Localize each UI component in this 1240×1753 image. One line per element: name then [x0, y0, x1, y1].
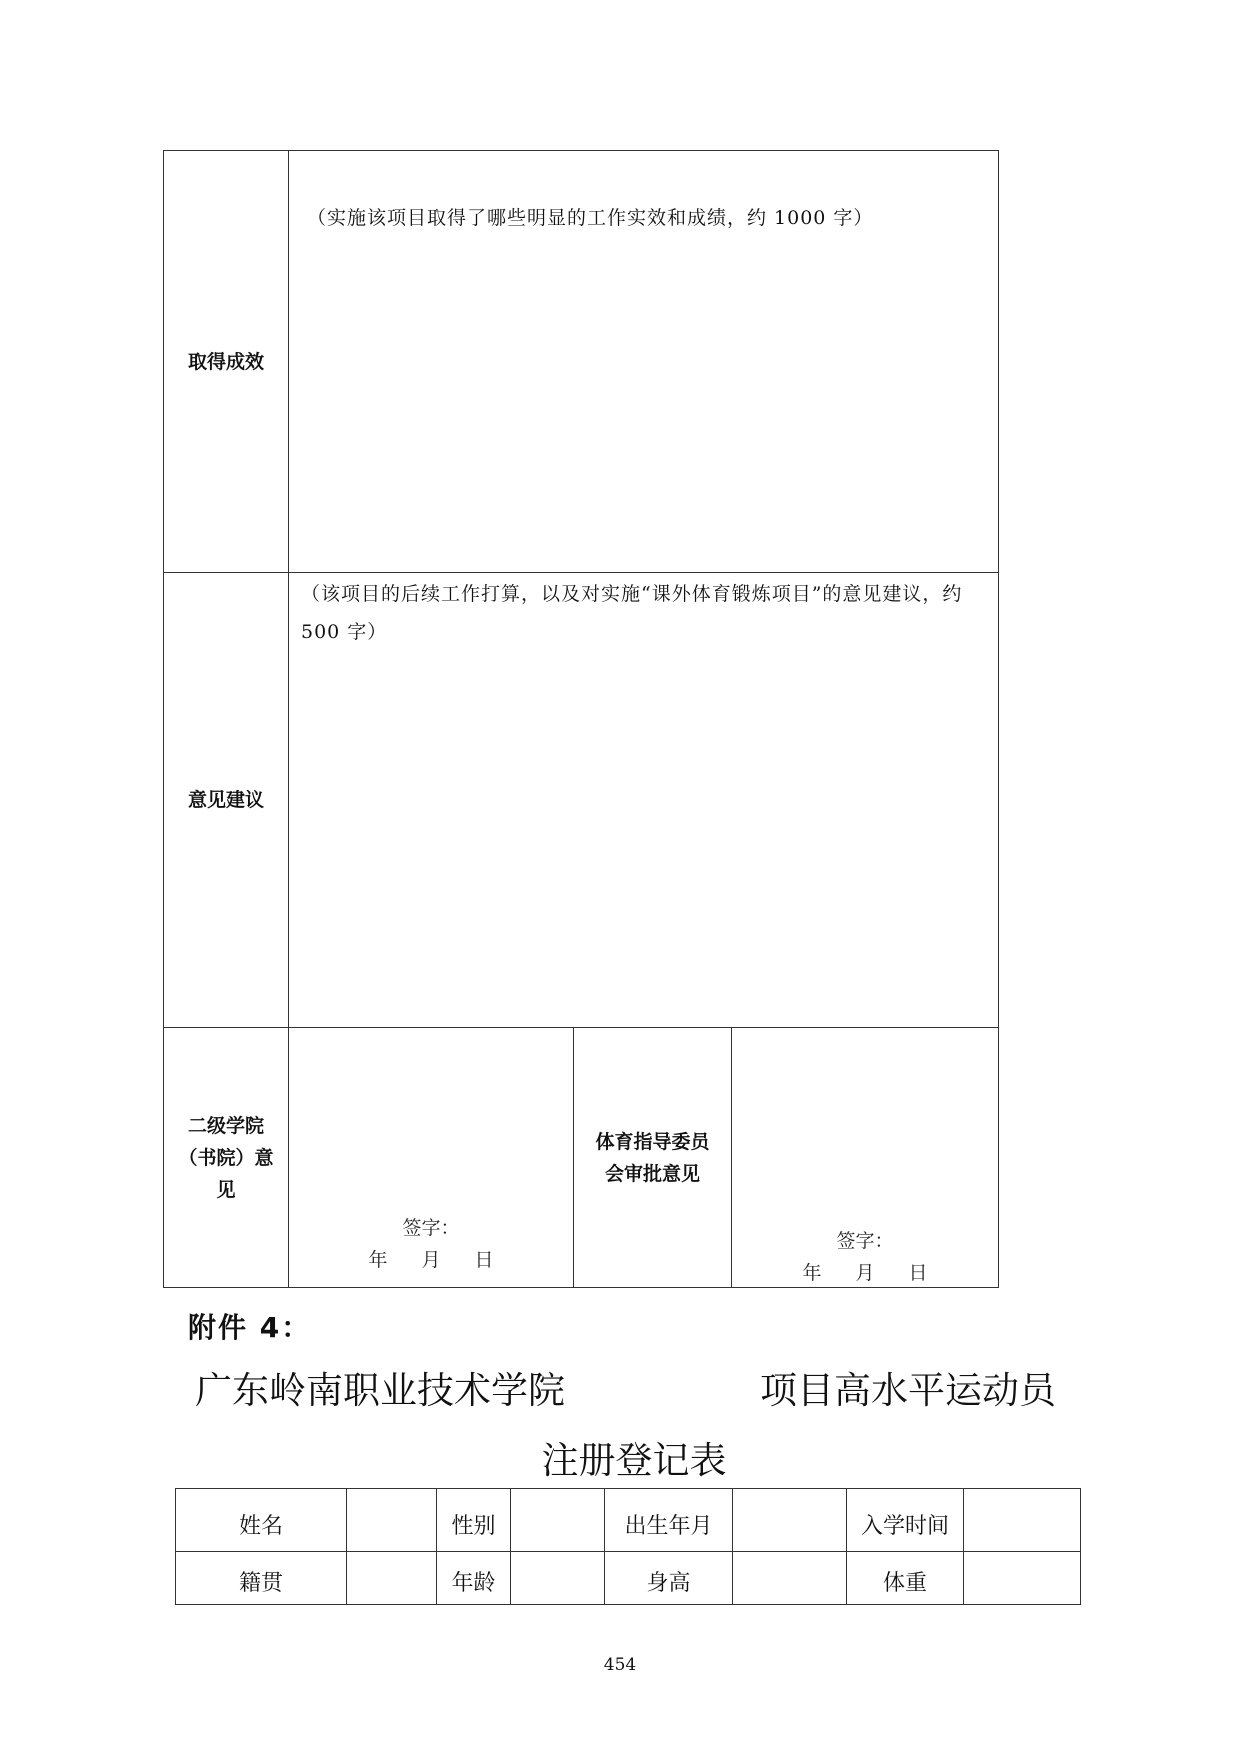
gender-label: 性别	[437, 1489, 511, 1552]
height-field[interactable]	[733, 1552, 847, 1605]
native-place-label: 籍贯	[176, 1552, 347, 1605]
birth-date-label: 出生年月	[605, 1489, 733, 1552]
birth-date-field[interactable]	[733, 1489, 847, 1552]
weight-label: 体重	[847, 1552, 964, 1605]
committee-opinion-label-line2: 会审批意见	[604, 1162, 700, 1185]
committee-date-label: 年 月 日	[802, 1262, 928, 1284]
age-field[interactable]	[511, 1552, 605, 1605]
title-school-name: 广东岭南职业技术学院	[195, 1369, 565, 1412]
enrollment-date-field[interactable]	[964, 1489, 1081, 1552]
results-label: 取得成效	[164, 151, 289, 573]
height-label: 身高	[605, 1552, 733, 1605]
committee-opinion-label	[574, 1028, 732, 1288]
name-field[interactable]	[347, 1489, 437, 1552]
page-number: 454	[603, 1655, 637, 1675]
gender-field[interactable]	[511, 1489, 605, 1552]
college-signature-block	[289, 1212, 573, 1276]
results-hint: （实施该项目取得了哪些明显的工作实效和成绩，约 1000 字）	[307, 207, 874, 229]
age-label: 年龄	[437, 1552, 511, 1605]
college-signature-label: 签字：	[402, 1217, 460, 1239]
committee-opinion-label-line1: 体育指导委员	[595, 1130, 710, 1153]
college-opinion-label-line3: 见	[216, 1178, 236, 1201]
registration-row-1	[176, 1489, 1081, 1552]
committee-signature-label: 签字：	[836, 1230, 894, 1252]
college-date-label: 年 月 日	[368, 1249, 494, 1271]
committee-opinion-area[interactable]	[732, 1028, 999, 1288]
attachment-label: 附件 4：	[188, 1311, 312, 1344]
name-label: 姓名	[176, 1489, 347, 1552]
document-title-line1	[195, 1360, 1056, 1414]
college-opinion-label	[164, 1028, 289, 1288]
native-place-field[interactable]	[347, 1552, 437, 1605]
results-input-area[interactable]	[289, 151, 999, 573]
suggestions-hint: （该项目的后续工作打算，以及对实施“课外体育锻炼项目”的意见建议，约 500 字）	[301, 583, 963, 643]
weight-field[interactable]	[964, 1552, 1081, 1605]
opinion-row	[164, 1028, 999, 1288]
suggestions-input-area[interactable]	[289, 573, 999, 1028]
committee-signature-block	[732, 1225, 998, 1289]
college-opinion-label-line2: （书院）意	[178, 1146, 274, 1169]
college-opinion-area[interactable]	[289, 1028, 574, 1288]
registration-row-2	[176, 1552, 1081, 1605]
enrollment-date-label: 入学时间	[847, 1489, 964, 1552]
college-opinion-label-line1: 二级学院	[187, 1114, 264, 1137]
suggestions-row	[164, 573, 999, 1028]
results-row	[164, 151, 999, 573]
title-athlete-project: 项目高水平运动员	[760, 1369, 1056, 1412]
registration-table	[175, 1488, 1081, 1605]
document-title-line2: 注册登记表	[541, 1439, 727, 1482]
evaluation-form-table	[163, 150, 999, 1288]
suggestions-label: 意见建议	[164, 573, 289, 1028]
